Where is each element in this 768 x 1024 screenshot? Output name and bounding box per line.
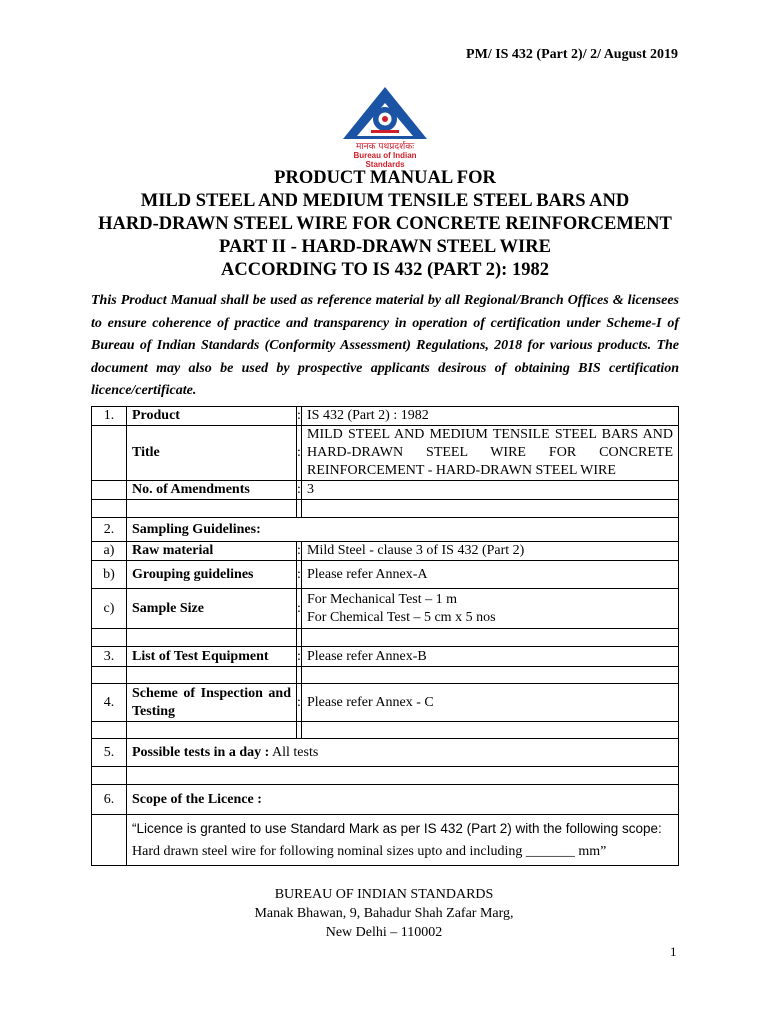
row-label: Grouping guidelines — [127, 561, 297, 589]
product-details-table — [91, 406, 679, 866]
row-number: 4. — [92, 684, 127, 722]
table-row — [92, 739, 679, 767]
table-row — [92, 407, 679, 426]
table-row-spacer — [92, 500, 679, 518]
row-colon: : — [297, 481, 302, 500]
row-number — [92, 481, 127, 500]
row-value: MILD STEEL AND MEDIUM TENSILE STEEL BARS AND HARD-DRAWN STEEL WIRE FOR CONCRETE REINFORCEMENT - HARD-DRAWN STEEL WIRE — [302, 426, 679, 481]
table-row-spacer — [92, 722, 679, 739]
footer-address — [0, 885, 768, 942]
intro-paragraph: This Product Manual shall be used as reference material by all Regional/Branch Offices & licensees to ensure coherence of practice and transparency in operation of certification under Scheme-I of Bureau of Indian Standards (Conformity Assessment) Regulations, 2018 for various products. The document may also be used by prospective applicants desirous of obtaining BIS certification licence/certificate. — [91, 293, 679, 398]
row-value: Please refer Annex-A — [302, 561, 679, 589]
document-title — [60, 167, 710, 282]
table-row-spacer — [92, 629, 679, 647]
title-line-3: HARD-DRAWN STEEL WIRE FOR CONCRETE REINFORCEMENT — [98, 214, 672, 234]
row-label: Title — [127, 426, 297, 481]
table-row — [92, 684, 679, 722]
section-heading: Scope of the Licence : — [127, 785, 679, 815]
table-row — [92, 481, 679, 500]
title-line-1: PRODUCT MANUAL FOR — [274, 168, 496, 188]
logo-hindi-text: मानक पथप्रदर्शकः — [355, 142, 415, 152]
footer-line-1: BUREAU OF INDIAN STANDARDS — [274, 887, 494, 902]
row-label: Sample Size — [127, 589, 297, 629]
section-heading: Sampling Guidelines: — [127, 518, 679, 542]
title-line-5: ACCORDING TO IS 432 (PART 2): 1982 — [221, 260, 549, 280]
row-number: 5. — [92, 739, 127, 767]
row-number: a) — [92, 542, 127, 561]
scope-text — [127, 815, 679, 866]
sample-size-chemical: For Chemical Test – 5 cm x 5 nos — [307, 609, 496, 625]
row-value: Mild Steel - clause 3 of IS 432 (Part 2) — [302, 542, 679, 561]
table-row-spacer — [92, 667, 679, 684]
row-value: Please refer Annex - C — [302, 684, 679, 722]
row-colon: : — [297, 647, 302, 667]
logo-english-text: Bureau of Indian Standards — [353, 151, 417, 169]
row-number: c) — [92, 589, 127, 629]
row-label: No. of Amendments — [127, 481, 297, 500]
table-row — [92, 815, 679, 866]
row-value: Please refer Annex-B — [302, 647, 679, 667]
row-number: 6. — [92, 785, 127, 815]
row-label: Possible tests in a day : — [132, 744, 270, 760]
row-label: Product — [127, 407, 297, 426]
row-number: 3. — [92, 647, 127, 667]
sample-size-mechanical: For Mechanical Test – 1 m — [307, 591, 458, 607]
row-value: 3 — [302, 481, 679, 500]
scope-line-2: Hard drawn steel wire for following nominal sizes upto and including _______ mm” — [132, 844, 607, 859]
title-line-2: MILD STEEL AND MEDIUM TENSILE STEEL BARS AND — [140, 191, 630, 211]
row-value: All tests — [272, 744, 319, 760]
possible-tests — [127, 739, 679, 767]
row-colon: : — [297, 561, 302, 589]
table-row — [92, 589, 679, 629]
footer-line-3: New Delhi – 110002 — [325, 925, 443, 940]
table-row — [92, 426, 679, 481]
footer-line-2: Manak Bhawan, 9, Bahadur Shah Zafar Marg, — [254, 906, 514, 921]
table-row — [92, 785, 679, 815]
row-number: b) — [92, 561, 127, 589]
title-line-4: PART II - HARD-DRAWN STEEL WIRE — [219, 237, 551, 257]
row-number: 2. — [92, 518, 127, 542]
row-number: 1. — [92, 407, 127, 426]
document-reference: PM/ IS 432 (Part 2)/ 2/ August 2019 — [466, 47, 678, 62]
table-row — [92, 647, 679, 667]
row-colon: : — [297, 407, 302, 426]
row-colon: : — [297, 426, 302, 481]
row-label: Scheme of Inspection and Testing — [127, 684, 297, 722]
row-colon: : — [297, 684, 302, 722]
scope-line-1: “Licence is granted to use Standard Mark as per IS 432 (Part 2) with the following scope: — [132, 821, 662, 836]
table-row — [92, 561, 679, 589]
row-value: IS 432 (Part 2) : 1982 — [302, 407, 679, 426]
row-colon: : — [297, 542, 302, 561]
row-label: Raw material — [127, 542, 297, 561]
row-colon: : — [297, 589, 302, 629]
row-number — [92, 426, 127, 481]
table-row — [92, 518, 679, 542]
row-label: List of Test Equipment — [127, 647, 297, 667]
page-number: 1 — [670, 944, 677, 959]
table-row — [92, 542, 679, 561]
table-row-spacer — [92, 767, 679, 785]
row-value — [302, 589, 679, 629]
